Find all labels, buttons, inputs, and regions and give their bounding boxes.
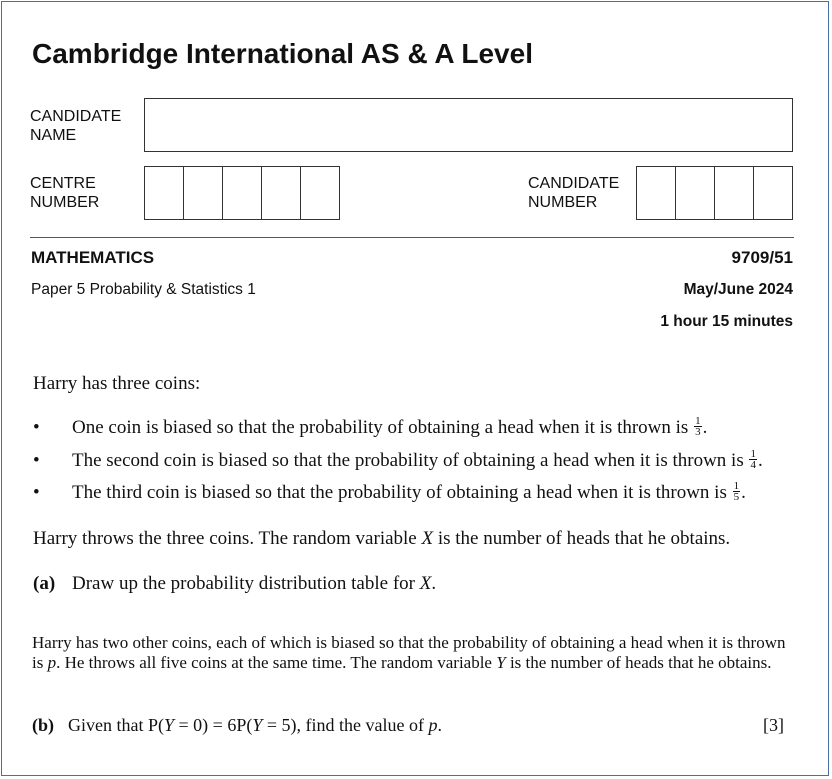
question-paragraph: Harry has two other coins, each of which is biased so that the probability of obtaining a head when it is thrown is p. He throws all five coins at the same time. The random variable Y is the number of heads that he obtains. xyxy=(32,633,786,672)
centre-number-label: CENTRE NUMBER xyxy=(30,175,100,211)
paper-name: Paper 5 Probability & Statistics 1 xyxy=(31,281,256,298)
part-a-text: Draw up the probability distribution table for X. xyxy=(72,573,437,594)
bullet-item: The second coin is biased so that the probability of obtaining a head when it is thrown is $\frac{1}{4}$ . xyxy=(72,448,763,472)
part-b-marks: [3] xyxy=(763,715,784,735)
centre-number-boxes[interactable] xyxy=(144,166,340,220)
header-divider xyxy=(30,237,794,238)
exam-page xyxy=(1,1,829,776)
candidate-number-digit[interactable] xyxy=(754,167,792,219)
bullet-item: One coin is biased so that the probability of obtaining a head when it is thrown is $\frac{1}{3}$ . xyxy=(72,415,708,439)
candidate-number-label: CANDIDATE NUMBER xyxy=(528,175,620,211)
page-title: Cambridge International AS & A Level xyxy=(32,38,533,69)
part-a-label: (a) xyxy=(33,573,56,594)
question-statement: Harry throws the three coins. The random variable X is the number of heads that he obtains. xyxy=(33,528,731,549)
fraction: $\frac{1}{4}$ xyxy=(750,448,756,472)
fraction: $\frac{1}{3}$ xyxy=(695,415,701,439)
candidate-number-digit[interactable] xyxy=(637,167,676,219)
paper-code: 9709/51 xyxy=(731,248,793,267)
part-b-text: Given that P(Y = 0) = 6P(Y = 5), find the value of p. xyxy=(68,715,442,735)
candidate-number-boxes[interactable] xyxy=(636,166,793,220)
bullet-item: The third coin is biased so that the probability of obtaining a head when it is thrown is $\frac{1}{5}$ . xyxy=(72,480,746,504)
centre-number-digit[interactable] xyxy=(262,167,301,219)
bullet-marker: • xyxy=(33,450,40,471)
centre-number-digit[interactable] xyxy=(145,167,184,219)
exam-session: May/June 2024 xyxy=(683,281,793,298)
bullet-marker: • xyxy=(33,417,40,438)
centre-number-digit[interactable] xyxy=(223,167,262,219)
candidate-number-digit[interactable] xyxy=(715,167,754,219)
exam-duration: 1 hour 15 minutes xyxy=(660,313,793,330)
candidate-number-digit[interactable] xyxy=(676,167,715,219)
part-b-label: (b) xyxy=(32,715,54,735)
fraction: $\frac{1}{5}$ xyxy=(733,480,740,504)
candidate-name-label: CANDIDATE NAME xyxy=(30,108,122,144)
centre-number-digit[interactable] xyxy=(301,167,339,219)
candidate-name-field[interactable] xyxy=(144,98,793,152)
centre-number-digit[interactable] xyxy=(184,167,223,219)
subject-title: MATHEMATICS xyxy=(31,248,155,267)
bullet-marker: • xyxy=(33,482,40,503)
question-intro: Harry has three coins: xyxy=(33,373,201,394)
